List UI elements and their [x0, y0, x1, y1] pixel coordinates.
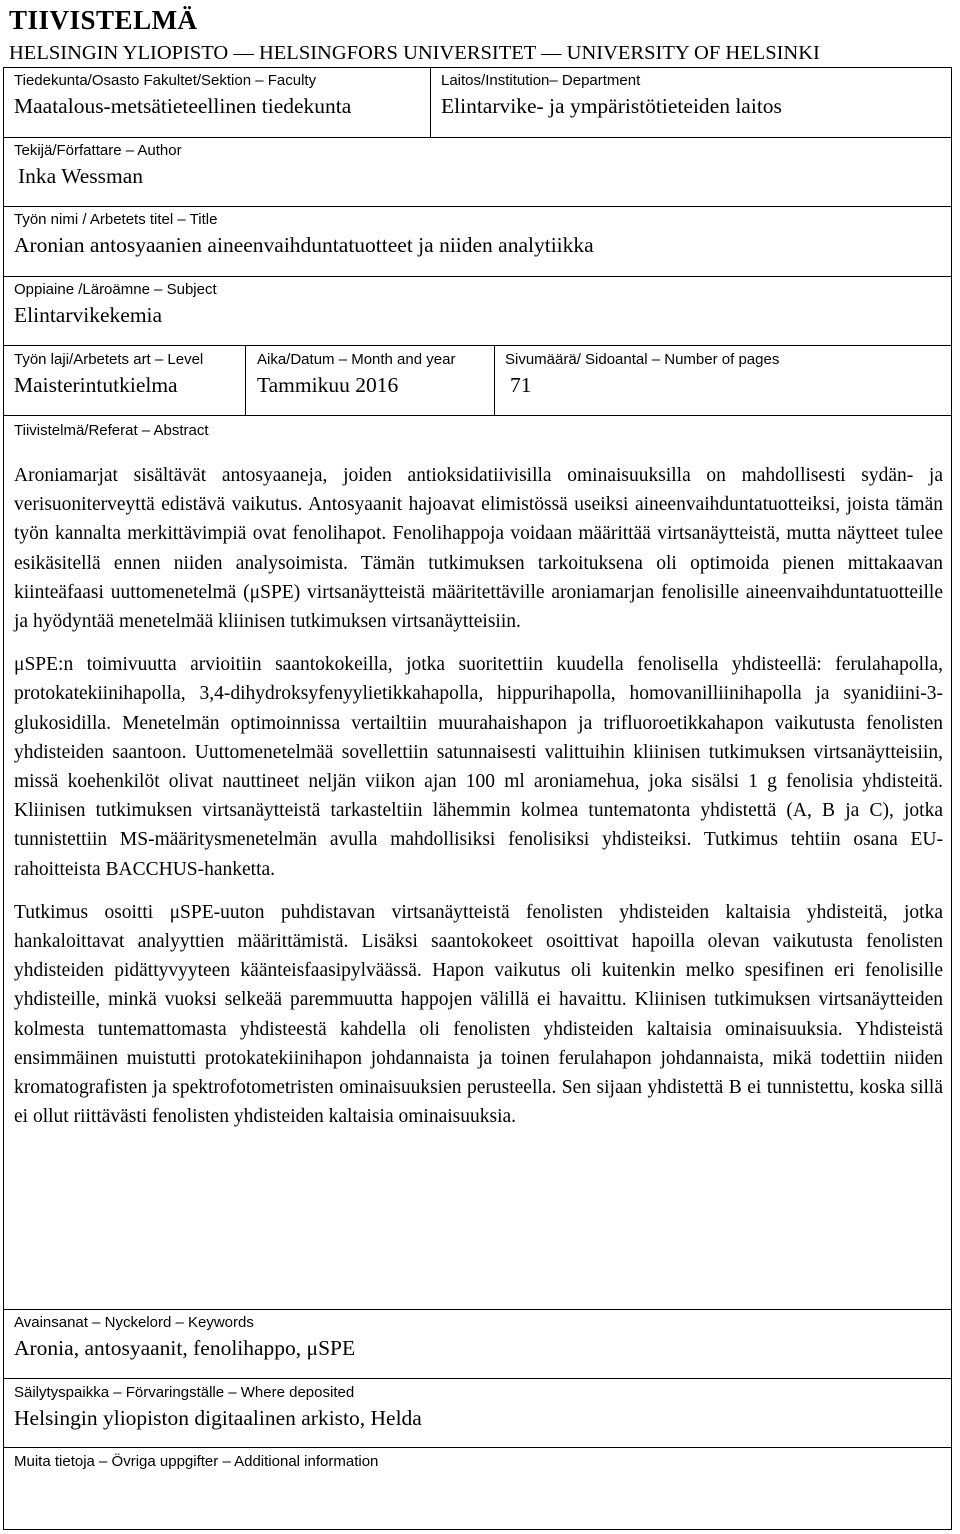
level-label: Työn laji/Arbetets art – Level: [14, 351, 204, 368]
date-label: Aika/Datum – Month and year: [257, 351, 456, 368]
divider-after-keywords: [3, 1378, 952, 1379]
divider-after-abstract: [3, 1309, 952, 1310]
abstract-body: [14, 461, 943, 1145]
document-title: TIIVISTELMÄ: [9, 5, 198, 35]
level-value: Maisterintutkielma: [14, 373, 178, 397]
divider-level-date: [245, 345, 246, 415]
work-title-value: Aronian antosyaanien aineenvaihduntatuotteet ja niiden analytiikka: [14, 233, 594, 257]
author-label: Tekijä/Författare – Author: [14, 142, 182, 159]
divider-after-level: [3, 415, 952, 416]
abstract-paragraph: μSPE:n toimivuutta arvioitiin saantokokeilla, jotka suoritettiin kuudella fenolisella yhdisteellä: ferulahapolla, protokatekiinihapolla, 3,4-dihydroksyfenyylietikkahapolla, hippurihapolla, homovanilliinihapolla ja syanidiini-3-glukosidilla. Menetelmän optimoinnissa vertailtiin muurahaishapon ja trifluoroetikkahapon vaikutusta fenolisten yhdisteiden saantoon. Uuttomenetelmää sovellettiin satunnaisesti valittuihin kliinisen tutkimuksen virtsanäytteisiin, missä koehenkilöt olivat nauttineet neljän viikon ajan 100 ml aroniamehua, joka sisälsi 1 g fenolisia yhdisteitä. Kliinisen tutkimuksen virtsanäytteistä tarkasteltiin lähemmin kolmea tuntematonta yhdistettä (A, B ja C), jotka tunnistettiin MS-määritysmenetelmän avulla mahdollisiksi fenolisiksi yhdisteiksi. Tutkimus tehtiin osana EU-rahoitteista BACCHUS-hanketta.: [14, 654, 943, 880]
date-value: Tammikuu 2016: [257, 373, 399, 397]
divider-after-title: [3, 276, 952, 277]
abstract-paragraph: Tutkimus osoitti μSPE-uuton puhdistavan virtsanäytteistä fenolisten yhdisteiden kaltaisia yhdisteitä, jotka hankaloittavat analyyttien määrittämistä. Lisäksi saantokokeet osoittivat hapoilla olevan vaikutusta fenolisten yhdisteiden pidättyvyyteen käänteisfaasipylväässä. Hapon vaikutus oli kuitenkin melko spesifinen eri fenolisille yhdisteille, minkä vuoksi selkeää paremmuutta happojen välillä ei havaittu. Kliinisen tutkimuksen virtsanäytteiden kolmesta tuntemattomasta yhdisteestä kahdella oli fenolisten yhdisteiden kaltaisia ominaisuuksia. Yhdisteistä ensimmäinen muistutti protokatekiinihapon johdannaista ja toinen ferulahapon johdannaista, mikä todettiin niiden kromatografisten ja spektrofotometristen ominaisuuksien perusteella. Sen sijaan yhdistettä B ei tunnistettu, koska sillä ei ollut riittävästi fenolisten yhdisteiden kaltaisia ominaisuuksia.: [14, 901, 943, 1128]
divider-after-subject: [3, 345, 952, 346]
divider-after-faculty: [3, 137, 952, 138]
department-value: Elintarvike- ja ympäristötieteiden laitos: [441, 94, 782, 118]
deposited-label: Säilytyspaikka – Förvaringställe – Where deposited: [14, 1384, 355, 1401]
pages-label: Sivumäärä/ Sidoantal – Number of pages: [505, 351, 780, 368]
divider-after-author: [3, 206, 952, 207]
keywords-value: Aronia, antosyaanit, fenolihappo, μSPE: [14, 1336, 356, 1360]
additional-info-label: Muita tietoja – Övriga uppgifter – Additional information: [14, 1453, 379, 1470]
subject-label: Oppiaine /Läroämne – Subject: [14, 281, 217, 298]
author-value: Inka Wessman: [18, 164, 144, 188]
keywords-label: Avainsanat – Nyckelord – Keywords: [14, 1314, 254, 1331]
divider-faculty-department: [430, 67, 431, 137]
divider-date-pages: [494, 345, 495, 415]
subject-value: Elintarvikekemia: [14, 303, 163, 327]
department-label: Laitos/Institution– Department: [441, 72, 641, 89]
faculty-label: Tiedekunta/Osasto Fakultet/Sektion – Faculty: [14, 72, 317, 89]
university-line: HELSINGIN YLIOPISTO — HELSINGFORS UNIVERSITET — UNIVERSITY OF HELSINKI: [9, 42, 820, 64]
deposited-value: Helsingin yliopiston digitaalinen arkisto, Helda: [14, 1406, 422, 1430]
divider-after-deposited: [3, 1447, 952, 1448]
pages-value: 71: [510, 373, 532, 397]
work-title-label: Työn nimi / Arbetets titel – Title: [14, 211, 218, 228]
abstract-paragraph: Aroniamarjat sisältävät antosyaaneja, joiden antioksidatiivisilla ominaisuuksilla on mahdollisesti sydän- ja verisuoniterveyttä edistävä vaikutus. Antosyaanit hajoavat elimistössä useiksi aineenvaihduntatuotteiksi, joista tämän työn kannalta merkittävimpiä ovat fenolihapot. Fenolihappoja voidaan määrittää virtsanäytteistä, mutta näytteet tulee esikäsitellä ennen niiden analysoimista. Tämän tutkimuksen tarkoituksena oli optimoida pienen mittakaavan kiinteäfaasi uuttomenetelmä (μSPE) virtsanäytteistä määritettäville aroniamarjan fenolisille aineenvaihduntatuotteille ja hyödyntää menetelmää kliinisen tutkimuksen virtsanäytteisiin.: [14, 465, 943, 633]
faculty-value: Maatalous-metsätieteellinen tiedekunta: [14, 94, 352, 118]
abstract-label: Tiivistelmä/Referat – Abstract: [14, 422, 209, 439]
